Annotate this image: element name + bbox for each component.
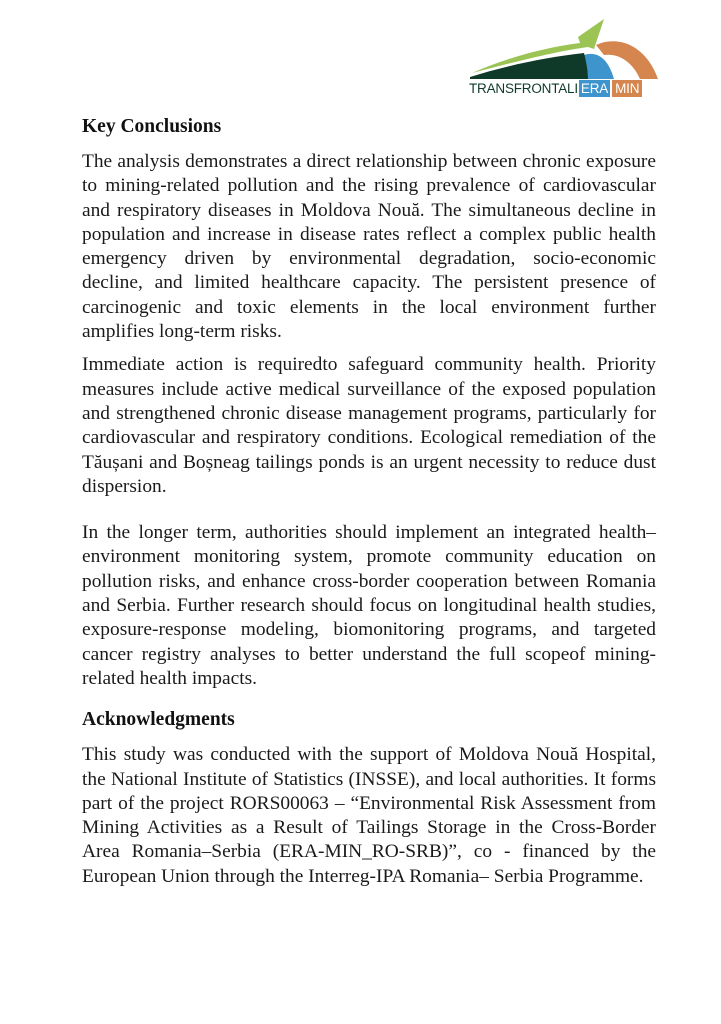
paragraph-acknowledgments: This study was conducted with the support of Moldova Nouă Hospital, the National Institute of Statistics (INSSE), and local authorities. It forms part of the project RORS00063 – “Environmental Risk Assessment from Mining Activities as a Result of Tailings Storage in the Cross-Border Area Romania–Serbia (ERA-MIN_RO-SRB)”, co - financed by the European Union through the Interreg-IPA Romania– Serbia Programme. (82, 744, 656, 887)
logo-text-era: ERA (580, 81, 609, 96)
document-body (82, 114, 656, 889)
logo-text-min: MIN (612, 80, 642, 97)
paragraph-conclusions-2: Immediate action is requiredto safeguard community health. Priority measures include active medical surveillance of the exposed population and strengthened chronic disease management programs, particularly for cardiovascular and respiratory conditions. Ecological remediation of the Tăușani and Boșneag tailings ponds is an urgent necessity to reduce dust dispersion. (82, 354, 656, 497)
paragraph-conclusions-3: In the longer term, authorities should implement an integrated health–environment monitoring system, promote community education on pollution risks, and enhance cross-border cooperation between Romania and Serbia. Further research should focus on longitudinal health studies, exposure-response modeling, biomonitoring programs, and targeted cancer registry analyses to better understand the full scopeof mining-related health impacts. (82, 522, 656, 689)
eramin-logo (468, 17, 660, 99)
logo-wordmark (469, 80, 642, 97)
heading-key-conclusions: Key Conclusions (82, 116, 222, 137)
logo-graphic-icon (468, 17, 660, 81)
heading-acknowledgments: Acknowledgments (82, 709, 235, 731)
logo-text-transfrontali: TRANSFRONTALI (469, 81, 578, 96)
paragraph-conclusions-1: The analysis demonstrates a direct relationship between chronic exposure to mining-related pollution and the rising prevalence of cardiovascular and respiratory diseases in Moldova Nouă. The simultaneous decline in population and increase in disease rates reflect a complex public health emergency driven by environmental degradation, socio-economic decline, and limited healthcare capacity. The persistent presence of carcinogenic and toxic elements in the local environment further amplifies long-term risks. (82, 151, 656, 343)
